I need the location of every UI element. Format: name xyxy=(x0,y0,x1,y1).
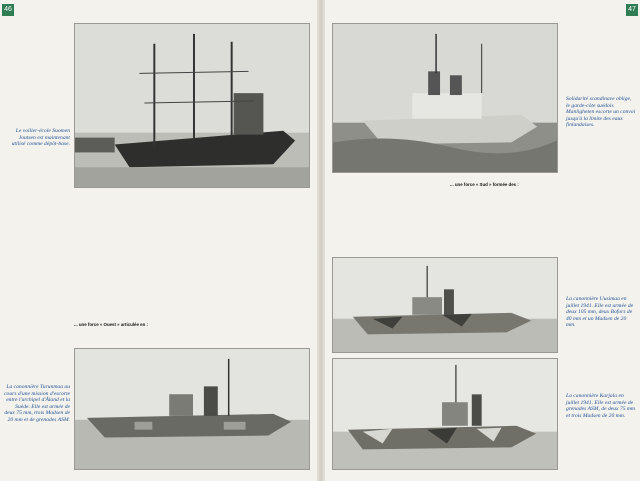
photo-turunmaa xyxy=(74,348,310,470)
photo-manligheten xyxy=(332,23,558,173)
right-page-number: 47 xyxy=(626,4,638,16)
left-text-column-2 xyxy=(194,194,312,344)
right-text-column-1 xyxy=(332,182,446,252)
left-text-column-1 xyxy=(74,194,190,344)
caption-turunmaa: La canonnière Turunmaa au cours d'une mission d'escorte entre l'archipel d'Åland et la Suède. Elle est armée de deux 75 mm, trois Madsen de 20 mm et de grenades ASM. xyxy=(4,384,70,423)
photo-karjala xyxy=(332,358,558,470)
caption-voilier: Le voilier-école Suomen Joutsen est maintenant utilisé comme dépôt-base. xyxy=(11,128,70,148)
page-gutter xyxy=(317,0,325,481)
left-page-number: 46 xyxy=(2,4,14,16)
section-heading-sud: ... une force « Sud » formée des : xyxy=(450,182,519,187)
caption-solidarite: Solidarité scandinave oblige, le garde-côte suédois Manligheten escorte un convoi jusqu'à la limite des eaux finlandaises. xyxy=(566,96,636,129)
section-heading-ouest: ... une force « Ouest » articulée en : xyxy=(74,322,148,327)
caption-uusimaa: La canonnière Uusimaa en juillet 1941. Elle est armée de deux 105 mm, deux Bofors de 40 mm et un Madsen de 20 mm. xyxy=(566,296,634,329)
caption-karjala: La canonnière Karjala en juillet 1941. Elle est armée de grenades ASM, de deux 75 mm et trois Madsen de 20 mm. xyxy=(566,393,635,419)
photo-uusimaa xyxy=(332,257,558,353)
right-text-column-2 xyxy=(450,182,558,252)
photo-suomen-joutsen xyxy=(74,23,310,188)
